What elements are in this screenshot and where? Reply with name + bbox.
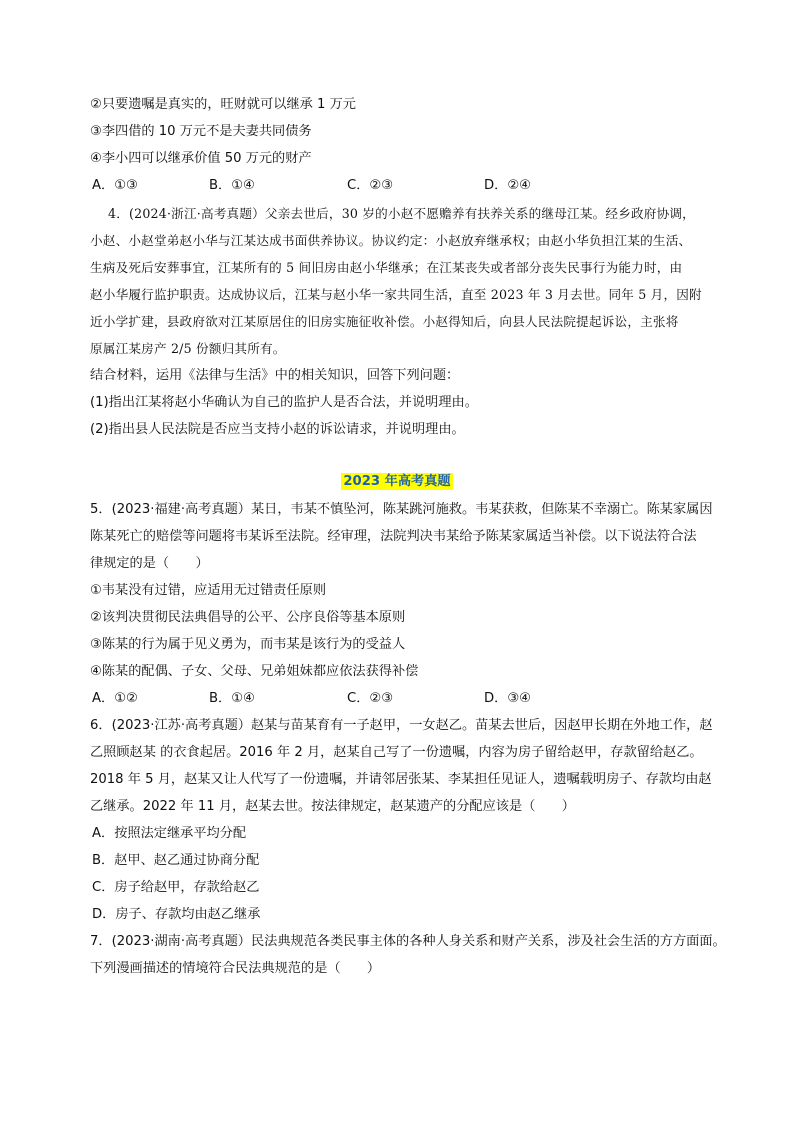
q5-statement-4: ④陈某的配偶、子女、父母、兄弟姐妹都应依法获得补偿	[90, 664, 419, 679]
q3-option-a[interactable]: A．①③	[92, 178, 138, 193]
q6-option-c[interactable]: C．房子给赵甲，存款给赵乙	[92, 880, 260, 895]
q6-stem-line: 乙继承。2022 年 11 月，赵某去世。按法律规定，赵某遗产的分配应该是（ ）	[90, 799, 575, 814]
q5-stem-line: 陈某死亡的赔偿等问题将韦某诉至法院。经审理，法院判决韦某给予陈某家属适当补偿。以下说法符合法	[90, 529, 697, 544]
q6-stem-line: 6．(2023·江苏·高考真题）赵某与苗某育有一子赵甲，一女赵乙。苗某去世后，因赵甲长期在外地工作，赵	[90, 718, 713, 733]
q4-material-line: 生病及死后安葬事宜，江某所有的 5 间旧房由赵小华继承；在江某丧失或者部分丧失民事行为能力时，由	[90, 260, 683, 275]
q4-instruction: 结合材料，运用《法律与生活》中的相关知识，回答下列问题：	[90, 368, 460, 383]
q3-statement-4: ④李小四可以继承价值 50 万元的财产	[90, 151, 312, 166]
q3-statement-3: ③李四借的 10 万元不是夫妻共同债务	[90, 124, 312, 139]
q5-stem-line: 律规定的是（ ）	[90, 556, 209, 571]
section-heading-text: 2023 年高考真题	[343, 474, 451, 489]
q4-question-1: (1)指出江某将赵小华确认为自己的监护人是否合法，并说明理由。	[90, 395, 478, 410]
q4-material-line: 原属江某房产 2/5 份额归其所有。	[90, 341, 286, 356]
q6-stem-line: 乙照顾赵某 的衣食起居。2016 年 2 月，赵某自己写了一份遗嘱，内容为房子留给赵甲，存款留给赵乙。	[90, 745, 703, 760]
q4-material-line: 近小学扩建，县政府欲对江某原居住的旧房实施征收补偿。小赵得知后，向县人民法院提起诉讼，主张将	[90, 314, 679, 329]
q4-material-line: 赵小华履行监护职责。达成协议后，江某与赵小华一家共同生活，直至 2023 年 3 月去世。同年 5 月，因附	[90, 287, 702, 302]
q4-material-line: 4．(2024·浙江·高考真题）父亲去世后，30 岁的小赵不愿赡养有扶养关系的继母江某。经乡政府协调，	[108, 206, 695, 221]
q5-statement-1: ①韦某没有过错，应适用无过错责任原则	[90, 583, 327, 598]
q6-option-d[interactable]: D．房子、存款均由赵乙继承	[92, 907, 261, 922]
q4-material-line: 小赵、小赵堂弟赵小华与江某达成书面供养协议。协议约定：小赵放弃继承权；由赵小华负担江某的生活、	[90, 233, 692, 248]
q6-option-a[interactable]: A．按照法定继承平均分配	[92, 826, 247, 841]
q5-option-d[interactable]: D．③④	[484, 691, 531, 706]
q6-option-b[interactable]: B．赵甲、赵乙通过协商分配	[92, 853, 260, 868]
q3-option-d[interactable]: D．②④	[484, 178, 531, 193]
q5-option-c[interactable]: C．②③	[347, 691, 394, 706]
q5-stem-line: 5．(2023·福建·高考真题）某日，韦某不慎坠河，陈某跳河施救。韦某获救，但陈某不幸溺亡。陈某家属因	[90, 502, 713, 517]
q3-option-c[interactable]: C．②③	[347, 178, 394, 193]
q3-statement-2: ②只要遗嘱是真实的，旺财就可以继承 1 万元	[90, 97, 356, 112]
q7-stem-line: 7．(2023·湖南·高考真题）民法典规范各类民事主体的各种人身关系和财产关系，涉及社会生活的方方面面。	[90, 934, 726, 949]
q6-stem-line: 2018 年 5 月，赵某又让人代写了一份遗嘱，并请邻居张某、李某担任见证人，遗嘱载明房子、存款均由赵	[90, 772, 712, 787]
q5-statement-2: ②该判决贯彻民法典倡导的公平、公序良俗等基本原则	[90, 610, 406, 625]
q3-option-b[interactable]: B．①④	[209, 178, 255, 193]
q5-statement-3: ③陈某的行为属于见义勇为，而韦某是该行为的受益人	[90, 637, 406, 652]
section-heading-2023	[0, 470, 794, 489]
q5-option-a[interactable]: A．①②	[92, 691, 138, 706]
q7-stem-line: 下列漫画描述的情境符合民法典规范的是（ ）	[90, 961, 381, 976]
q5-option-b[interactable]: B．①④	[209, 691, 255, 706]
q4-question-2: (2)指出县人民法院是否应当支持小赵的诉讼请求，并说明理由。	[90, 422, 465, 437]
